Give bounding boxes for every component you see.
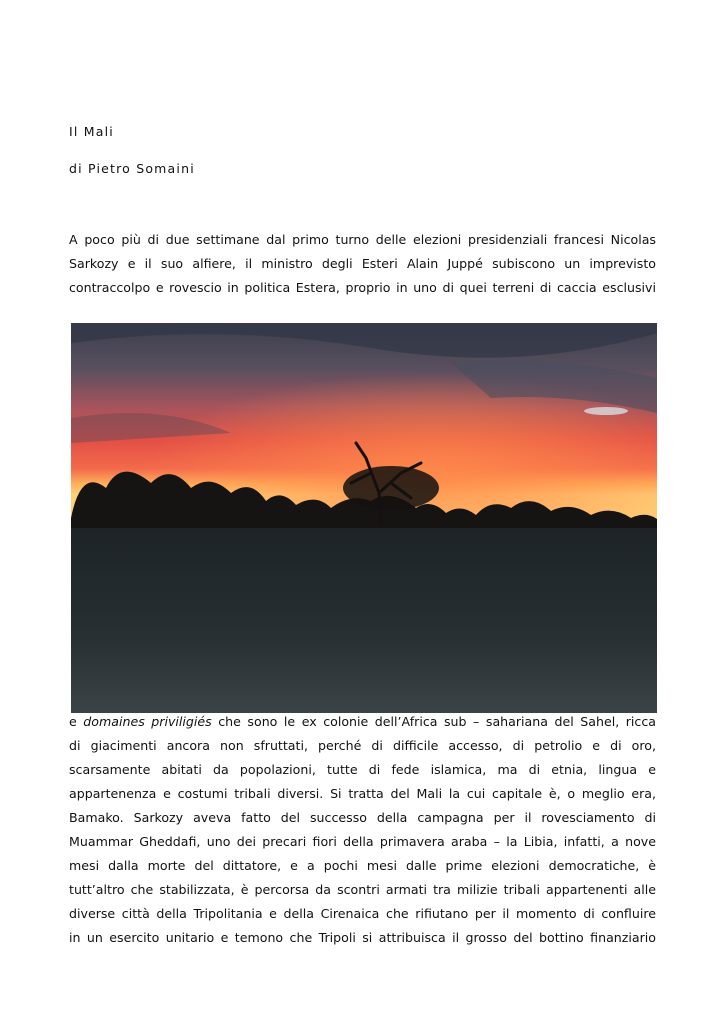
paragraph-line: diverse città della Tripolitania e della Cirenaica che rifiutano per il momento di confluire — [69, 906, 656, 921]
text-fragment: e — [69, 714, 84, 729]
paragraph-line: mesi dalla morte del dittatore, e a pochi mesi dalle prime elezioni democratiche, è — [69, 858, 656, 873]
paragraph-line: scarsamente abitati da popolazioni, tutte di fede islamica, ma di etnia, lingua e — [69, 762, 656, 777]
paragraph-line: in un esercito unitario e temono che Tripoli si attribuisca il grosso del bottino finanziario — [69, 930, 656, 945]
paragraph-intro — [69, 228, 656, 300]
italic-phrase: domaines priviligiés — [83, 714, 212, 729]
paragraph-body — [69, 710, 656, 950]
text-fragment: che sono le ex colonie dell’Africa sub – sahariana del Sahel, ricca — [211, 714, 656, 729]
sunset-photo — [71, 323, 657, 713]
document-author: di Pietro Somaini — [69, 161, 195, 176]
paragraph-line: di giacimenti ancora non sfruttati, perché di difficile accesso, di petrolio e di oro, — [69, 738, 656, 753]
paragraph-line: tutt’altro che stabilizzata, è percorsa da scontri armati tra milizie tribali appartenenti alle — [69, 882, 656, 897]
paragraph-line: contraccolpo e rovescio in politica Estera, proprio in uno di quei terreni di caccia esclusivi — [69, 280, 656, 295]
paragraph-line: Bamako. Sarkozy aveva fatto del successo della campagna per il rovesciamento di — [69, 810, 656, 825]
paragraph-line: Sarkozy e il suo alfiere, il ministro degli Esteri Alain Juppé subiscono un imprevisto — [69, 256, 656, 271]
sunset-photo-image — [71, 323, 657, 713]
document-title: Il Mali — [69, 124, 114, 139]
paragraph-line: appartenenza e costumi tribali diversi. Si tratta del Mali la cui capitale è, o meglio era, — [69, 786, 656, 801]
paragraph-line — [69, 710, 656, 734]
paragraph-line: Muammar Gheddafi, uno dei precari fiori della primavera araba – la Libia, infatti, a nove — [69, 834, 656, 849]
paragraph-line: A poco più di due settimane dal primo turno delle elezioni presidenziali francesi Nicolas — [69, 232, 656, 247]
